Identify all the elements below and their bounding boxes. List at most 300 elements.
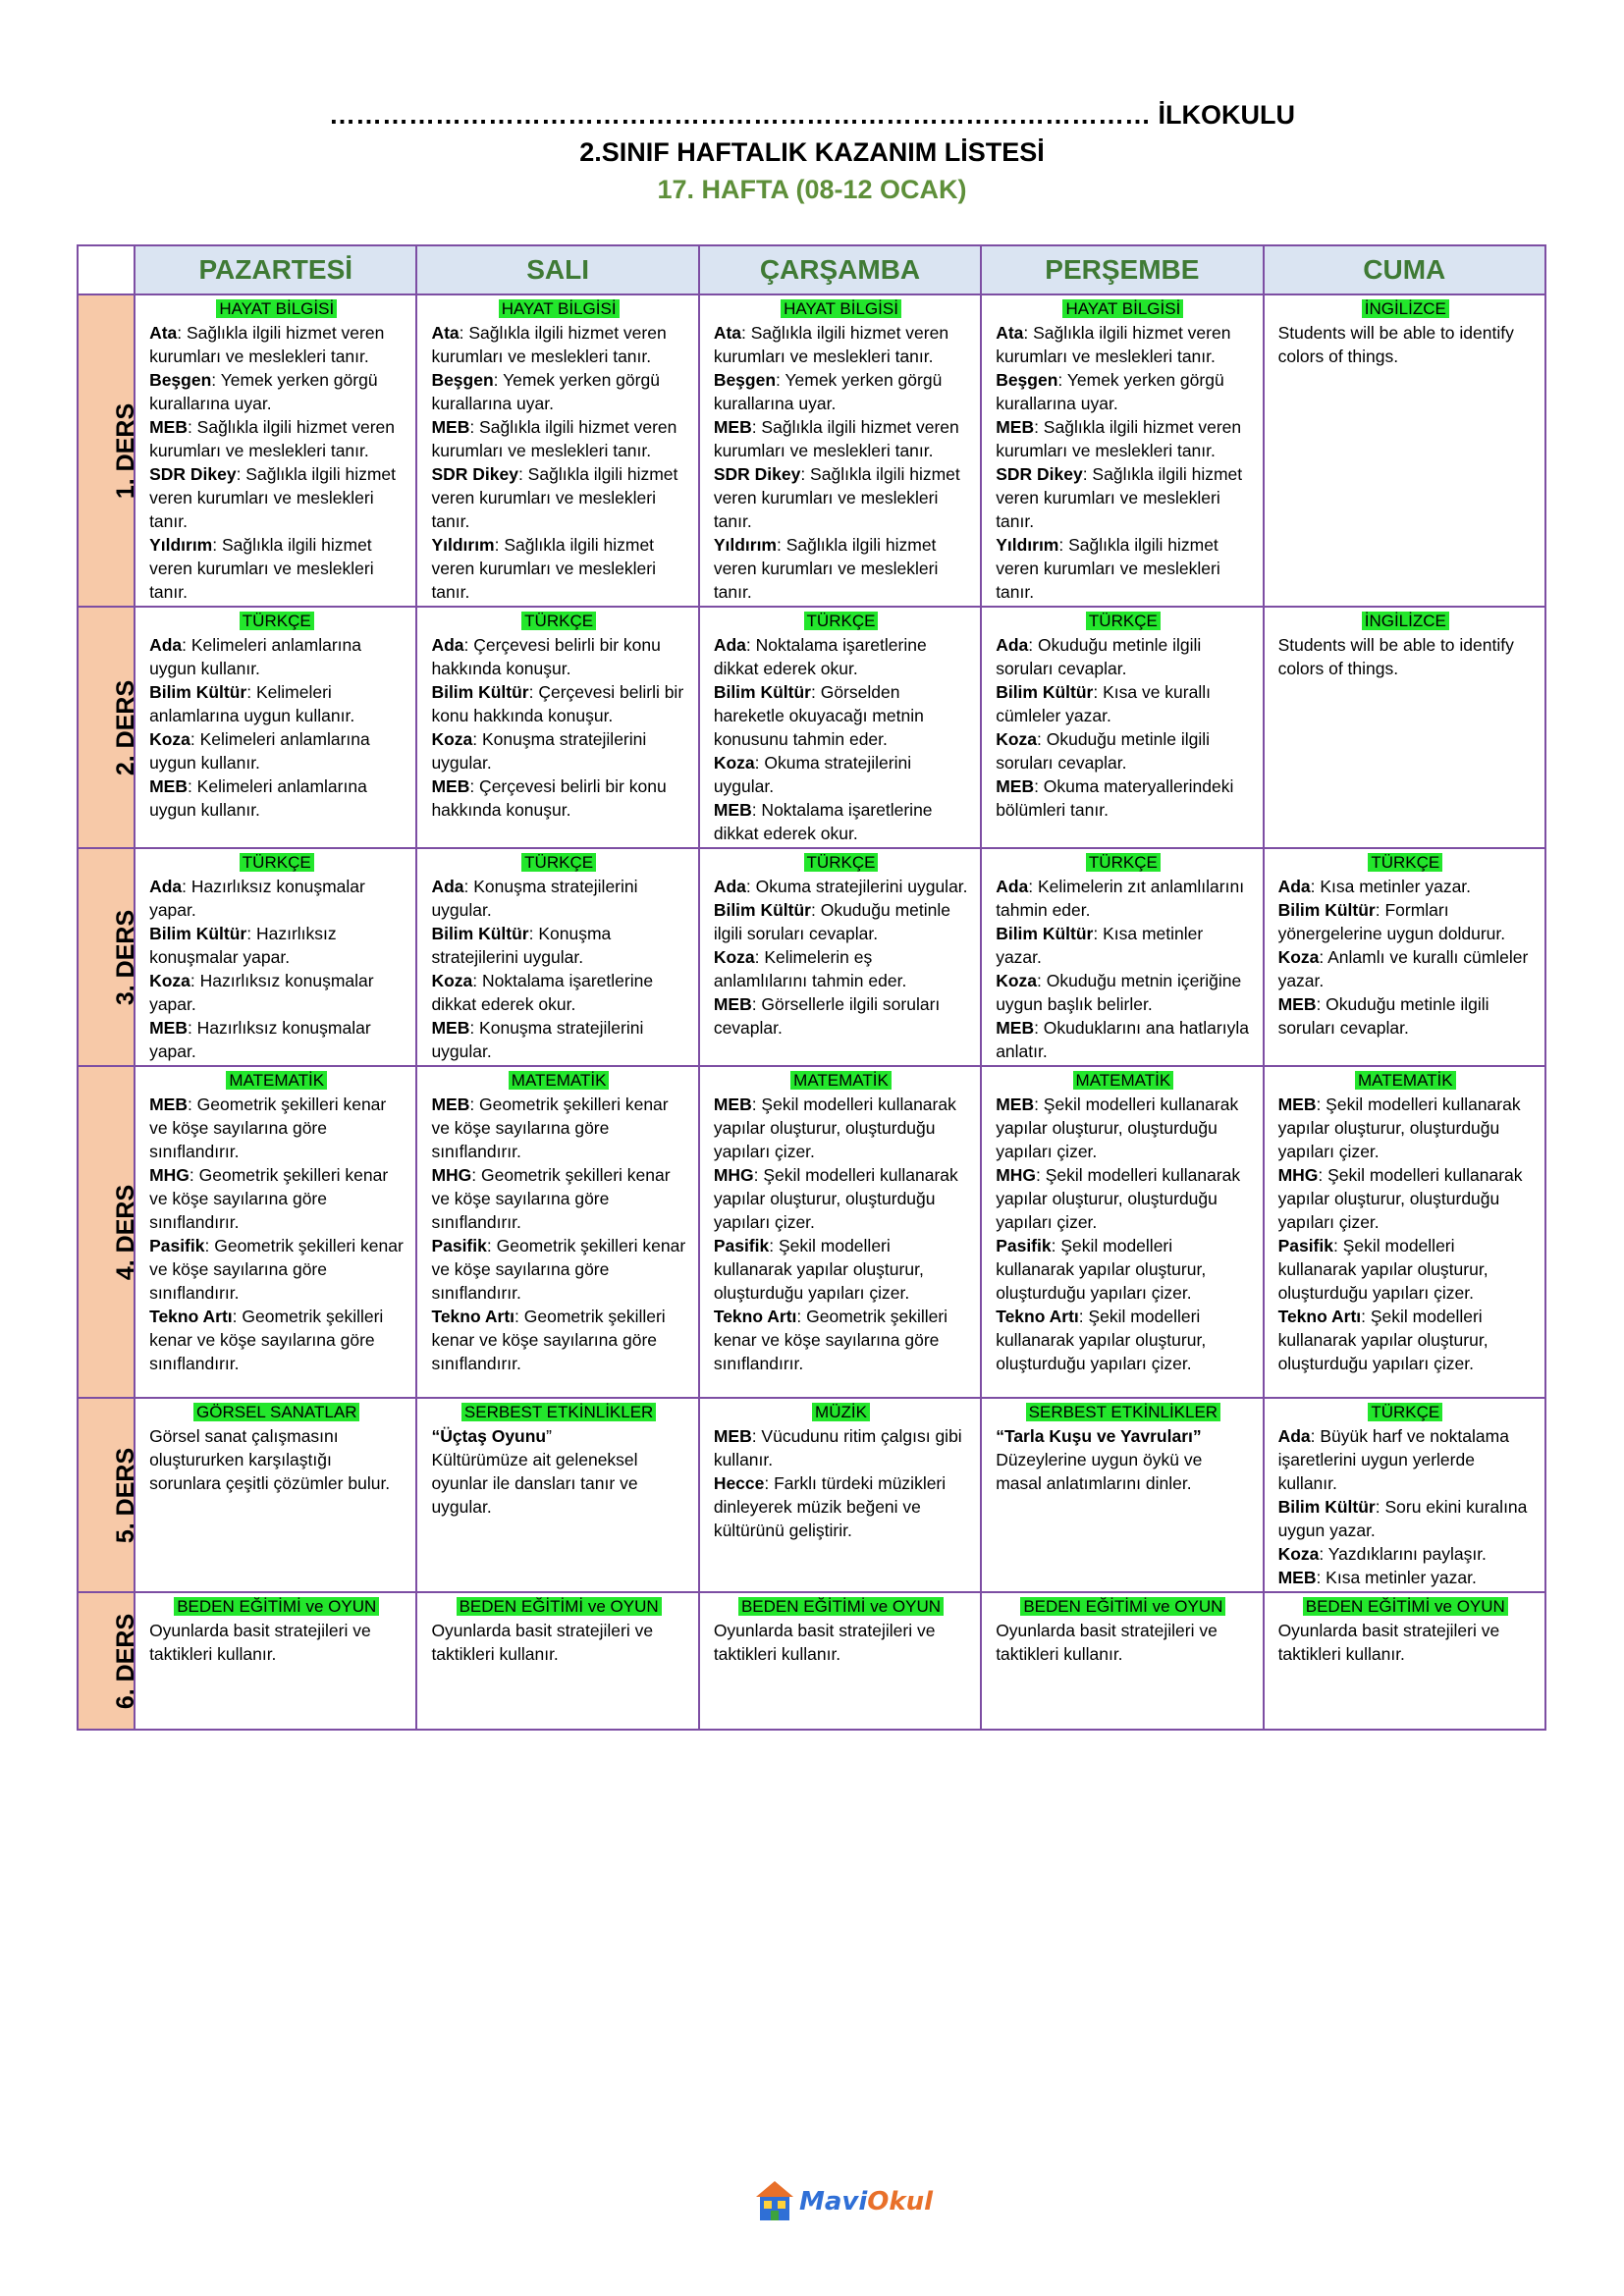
subject-badge: [714, 851, 968, 874]
publisher-name: MHG: [1277, 1165, 1319, 1185]
publisher-name: Yıldırım: [149, 535, 213, 555]
outcome-line: [431, 680, 685, 727]
publisher-name: Koza: [713, 947, 755, 967]
publisher-name: Ata: [149, 323, 178, 343]
subject-badge: [431, 1401, 685, 1423]
outcome-line: [996, 1163, 1250, 1234]
schedule-cell: [1264, 848, 1545, 1066]
outcome-line: [1278, 1542, 1533, 1566]
subject-badge: [996, 610, 1250, 632]
outcome-text: : Geometrik şekilleri kenar ve köşe sayılarına göre sınıflandırır.: [431, 1236, 686, 1303]
outcome-text: : Sağlıkla ilgili hizmet veren kurumları ve meslekleri tanır.: [431, 417, 677, 460]
publisher-name: Koza: [431, 971, 473, 990]
publisher-name: Ata: [431, 323, 460, 343]
outcome-line: [1278, 321, 1533, 368]
lesson-row: [78, 1066, 1545, 1398]
schedule-cell: [416, 1066, 698, 1398]
outcome-line: [431, 1424, 685, 1448]
outcome-line: [431, 1016, 685, 1063]
subject-label: GÖRSEL SANATLAR: [193, 1403, 359, 1421]
outcome-text: : Noktalama işaretlerine dikkat ederek okur.: [713, 800, 933, 843]
publisher-name: MHG: [713, 1165, 754, 1185]
outcome-line: [149, 633, 404, 680]
outcome-text: : Kelimeleri anlamlarına uygun kullanır.: [149, 776, 367, 820]
publisher-name: Ada: [996, 635, 1029, 655]
outcome-text: : Şekil modelleri kullanarak yapılar oluşturur, oluşturduğu yapıları çizer.: [713, 1236, 924, 1303]
publisher-name: Bilim Kültür: [1277, 1497, 1376, 1517]
publisher-name: Bilim Kültür: [149, 682, 247, 702]
lesson-label-cell: [78, 848, 140, 1066]
outcome-line: [996, 680, 1250, 727]
outcome-text: : Okuduğu metinle ilgili soruları cevaplar.: [996, 729, 1211, 773]
publisher-name: Pasifik: [1277, 1236, 1333, 1255]
outcome-text: : Okuma materyallerindeki bölümleri tanır.: [996, 776, 1234, 820]
outcome-text: : Geometrik şekilleri kenar ve köşe sayılarına göre sınıflandırır.: [149, 1236, 404, 1303]
outcome-text: : Okuduğu metinle ilgili soruları cevaplar.: [1277, 994, 1489, 1038]
subject-badge: [1278, 297, 1533, 320]
outcome-text: : Sağlıkla ilgili hizmet veren kurumları ve meslekleri tanır.: [431, 464, 678, 531]
publisher-name: Ada: [431, 635, 464, 655]
schedule-cell: [699, 1066, 981, 1398]
schedule-cell: [1264, 1398, 1545, 1592]
outcome-line: [1278, 1093, 1533, 1163]
publisher-name: Pasifik: [713, 1236, 770, 1255]
outcome-line: [149, 727, 404, 774]
outcome-line: [996, 1305, 1250, 1375]
footer-logo: [754, 2177, 933, 2226]
outcome-text: : Geometrik şekilleri kenar ve köşe sayılarına göre sınıflandırır.: [431, 1307, 666, 1373]
publisher-name: Bilim Kültür: [149, 924, 247, 943]
lesson-label-cell: [78, 1398, 140, 1592]
schedule-cell: [135, 294, 416, 607]
outcome-line: [431, 1163, 685, 1234]
subject-badge: [714, 297, 968, 320]
publisher-name: MEB: [713, 1095, 752, 1114]
outcome-line: [996, 774, 1250, 822]
publisher-name: SDR Dikey: [713, 464, 801, 484]
outcome-line: [431, 774, 685, 822]
lesson-label: 3. DERS: [112, 909, 140, 1005]
outcome-text: : Çerçevesi belirli bir konu hakkında konuşur.: [431, 776, 667, 820]
outcome-text: : Noktalama işaretlerine dikkat ederek okur.: [431, 971, 654, 1014]
outcome-text: : Hazırlıksız konuşmalar yapar.: [149, 971, 374, 1014]
outcome-text: Oyunlarda basit stratejileri ve taktikleri kullanır.: [713, 1621, 936, 1664]
outcome-line: [149, 969, 404, 1016]
subject-badge: [714, 1595, 968, 1618]
publisher-name: Bilim Kültür: [431, 924, 529, 943]
outcome-text: Düzeylerine uygun öykü ve masal anlatımlarını dinler.: [996, 1450, 1203, 1493]
outcome-text: : Okuma stratejilerini uygular.: [713, 753, 912, 796]
outcome-line: [714, 680, 968, 751]
publisher-name: Hecce: [713, 1473, 765, 1493]
outcome-line: [149, 774, 404, 822]
outcome-text: : Formları yönergelerine uygun doldurur.: [1277, 900, 1506, 943]
subject-label: BEDEN EĞİTİMİ ve OYUN: [174, 1597, 379, 1616]
outcome-line: [431, 415, 685, 462]
outcome-text: Görsel sanat çalışmasını oluştururken karşılaştığı sorunlara çeşitli çözümler bulur.: [149, 1426, 391, 1493]
house-icon: [754, 2179, 795, 2224]
subject-badge: [149, 1069, 404, 1092]
outcome-text: : Şekil modelleri kullanarak yapılar oluşturur, oluşturduğu yapıları çizer.: [713, 1095, 956, 1161]
publisher-name: “Tarla Kuşu ve Yavruları”: [996, 1426, 1202, 1446]
publisher-name: MHG: [996, 1165, 1037, 1185]
subject-badge: [431, 851, 685, 874]
schedule-cell: [1264, 294, 1545, 607]
publisher-name: Koza: [996, 729, 1037, 749]
subject-badge: [996, 851, 1250, 874]
publisher-name: Pasifik: [431, 1236, 487, 1255]
outcome-text: Kültürümüze ait geleneksel oyunlar ile dansları tanır ve uygular.: [431, 1450, 638, 1517]
publisher-name: MEB: [431, 776, 470, 796]
publisher-name: Ada: [431, 877, 464, 896]
publisher-name: MEB: [996, 1095, 1035, 1114]
weekly-schedule-table: [77, 244, 1546, 1731]
outcome-line: [149, 1093, 404, 1163]
publisher-name: Pasifik: [149, 1236, 205, 1255]
outcome-line: [996, 875, 1250, 922]
publisher-name: Yıldırım: [713, 535, 777, 555]
outcome-line: [1278, 1566, 1533, 1589]
publisher-name: MEB: [149, 776, 188, 796]
schedule-cell: [135, 1066, 416, 1398]
outcome-line: [149, 462, 404, 533]
outcome-line: [431, 969, 685, 1016]
outcome-line: [431, 1619, 685, 1666]
outcome-text: : Konuşma stratejilerini uygular.: [431, 877, 638, 920]
publisher-name: Tekno Artı: [996, 1307, 1079, 1326]
schedule-cell: [699, 294, 981, 607]
day-header-tuesday: SALI: [416, 245, 698, 294]
outcome-line: [1278, 1163, 1533, 1234]
publisher-name: MHG: [431, 1165, 472, 1185]
outcome-text: : Sağlıkla ilgili hizmet veren kurumları ve meslekleri tanır.: [713, 323, 949, 366]
outcome-text: : Şekil modelleri kullanarak yapılar oluşturur, oluşturduğu yapıları çizer.: [1277, 1236, 1489, 1303]
outcome-text: : Çerçevesi belirli bir konu hakkında konuşur.: [431, 682, 684, 725]
subject-label: HAYAT BİLGİSİ: [1062, 299, 1183, 318]
outcome-text: : Yemek yerken görgü kurallarına uyar.: [713, 370, 943, 413]
subject-label: SERBEST ETKİNLİKLER: [1026, 1403, 1220, 1421]
publisher-name: Pasifik: [996, 1236, 1052, 1255]
publisher-name: Ata: [996, 323, 1024, 343]
publisher-name: Tekno Artı: [713, 1307, 797, 1326]
publisher-name: Ada: [996, 877, 1029, 896]
subject-label: MATEMATİK: [790, 1071, 892, 1090]
subject-label: HAYAT BİLGİSİ: [499, 299, 620, 318]
publisher-name: Ata: [713, 323, 742, 343]
publisher-name: MEB: [149, 1018, 188, 1038]
outcome-text: Students will be able to identify colors of things.: [1277, 323, 1514, 366]
outcome-text: : Çerçevesi belirli bir konu hakkında konuşur.: [431, 635, 661, 678]
outcome-text: : Konuşma stratejilerini uygular.: [431, 924, 612, 967]
subject-label: TÜRKÇE: [1368, 853, 1442, 872]
outcome-line: [1278, 1495, 1533, 1542]
subject-label: TÜRKÇE: [1368, 1403, 1442, 1421]
outcome-text: : Farklı türdeki müzikleri dinleyerek müzik beğeni ve kültürünü geliştirir.: [713, 1473, 947, 1540]
outcome-text: : Geometrik şekilleri kenar ve köşe sayılarına göre sınıflandırır.: [149, 1165, 389, 1232]
page-title: 2.SINIF HAFTALIK KAZANIM LİSTESİ: [579, 137, 1045, 167]
subject-label: İNGİLİZCE: [1362, 612, 1449, 630]
subject-badge: [996, 1069, 1250, 1092]
outcome-line: [714, 321, 968, 368]
outcome-text: : Yazdıklarını paylaşır.: [1319, 1544, 1487, 1564]
schedule-cell: [699, 1398, 981, 1592]
subject-label: SERBEST ETKİNLİKLER: [461, 1403, 656, 1421]
lesson-label-cell: [78, 294, 140, 607]
outcome-text: : Şekil modelleri kullanarak yapılar oluşturur, oluşturduğu yapıları çizer.: [996, 1236, 1207, 1303]
schedule-cell: [1264, 1592, 1545, 1730]
lesson-label-cell: [78, 607, 140, 848]
publisher-name: Ada: [713, 635, 746, 655]
outcome-text: : Görselden hareketle okuyacağı metnin konusunu tahmin eder.: [713, 682, 924, 749]
publisher-name: MEB: [149, 417, 188, 437]
publisher-name: MEB: [149, 1095, 188, 1114]
subject-label: BEDEN EĞİTİMİ ve OYUN: [738, 1597, 944, 1616]
outcome-line: [1278, 1424, 1533, 1495]
publisher-name: Koza: [149, 729, 190, 749]
outcome-text: : Okuma stratejilerini uygular.: [745, 877, 968, 896]
outcome-line: [1278, 1234, 1533, 1305]
outcome-line: [1278, 1619, 1533, 1666]
outcome-line: [714, 415, 968, 462]
outcome-text: : Şekil modelleri kullanarak yapılar oluşturur, oluşturduğu yapıları çizer.: [996, 1095, 1239, 1161]
subject-label: BEDEN EĞİTİMİ ve OYUN: [457, 1597, 662, 1616]
outcome-line: [431, 1448, 685, 1519]
day-header-row: [78, 245, 1545, 294]
outcome-line: [996, 415, 1250, 462]
outcome-text: : Sağlıkla ilgili hizmet veren kurumları ve meslekleri tanır.: [996, 535, 1220, 602]
outcome-line: [714, 462, 968, 533]
publisher-name: MHG: [149, 1165, 189, 1185]
publisher-name: Tekno Artı: [149, 1307, 233, 1326]
lesson-row: [78, 294, 1545, 607]
publisher-name: Bilim Kültür: [1277, 900, 1376, 920]
outcome-text: : Kelimelerin eş anlamlılarını tahmin eder.: [713, 947, 907, 990]
publisher-name: MEB: [996, 417, 1035, 437]
outcome-text: : Kelimeleri anlamlarına uygun kullanır.: [149, 635, 361, 678]
outcome-line: [149, 1305, 404, 1375]
outcome-line: [431, 462, 685, 533]
schedule-cell: [981, 1592, 1263, 1730]
subject-label: TÜRKÇE: [1086, 853, 1161, 872]
subject-label: TÜRKÇE: [804, 853, 879, 872]
subject-label: TÜRKÇE: [1086, 612, 1161, 630]
lesson-row: [78, 848, 1545, 1066]
outcome-text: : Sağlıkla ilgili hizmet veren kurumları ve meslekleri tanır.: [431, 535, 656, 602]
outcome-text: : Sağlıkla ilgili hizmet veren kurumları ve meslekleri tanır.: [149, 323, 385, 366]
outcome-line: [431, 368, 685, 415]
outcome-line: [714, 798, 968, 845]
lesson-row: [78, 607, 1545, 848]
outcome-text: : Vücudunu ritim çalgısı gibi kullanır.: [713, 1426, 962, 1469]
outcome-line: [714, 1424, 968, 1471]
outcome-text: : Geometrik şekilleri kenar ve köşe sayılarına göre sınıflandırır.: [149, 1095, 387, 1161]
publisher-name: Ada: [149, 877, 183, 896]
outcome-line: [996, 969, 1250, 1016]
outcome-line: [149, 1163, 404, 1234]
schedule-cell: [699, 848, 981, 1066]
lesson-label: 5. DERS: [112, 1447, 140, 1543]
outcome-line: [714, 533, 968, 604]
publisher-name: Koza: [1277, 947, 1320, 967]
outcome-line: [149, 680, 404, 727]
outcome-text: : Kelimeleri anlamlarına uygun kullanır.: [149, 682, 355, 725]
outcome-line: [431, 1305, 685, 1375]
publisher-name: MEB: [713, 994, 752, 1014]
subject-label: BEDEN EĞİTİMİ ve OYUN: [1020, 1597, 1225, 1616]
publisher-name: Koza: [1277, 1544, 1320, 1564]
schedule-cell: [135, 1592, 416, 1730]
outcome-text: : Okuduklarını ana hatlarıyla anlatır.: [996, 1018, 1249, 1061]
outcome-line: [149, 415, 404, 462]
outcome-text: : Kelimeleri anlamlarına uygun kullanır.: [149, 729, 370, 773]
outcome-text: : Kısa metinler yazar.: [1316, 1568, 1477, 1587]
subject-label: BEDEN EĞİTİMİ ve OYUN: [1303, 1597, 1508, 1616]
outcome-line: [714, 992, 968, 1040]
subject-badge: [996, 1401, 1250, 1423]
outcome-text: : Kelimelerin zıt anlamlılarını tahmin eder.: [996, 877, 1245, 920]
publisher-name: “Üçtaş Oyunu: [431, 1426, 547, 1446]
schedule-cell: [416, 848, 698, 1066]
publisher-name: Koza: [149, 971, 190, 990]
week-label: 17. HAFTA (08-12 OCAK): [657, 175, 967, 204]
outcome-text: : Anlamlı ve kurallı cümleler yazar.: [1277, 947, 1529, 990]
schedule-cell: [981, 294, 1263, 607]
outcome-text: : Yemek yerken görgü kurallarına uyar.: [996, 370, 1224, 413]
publisher-name: Bilim Kültür: [996, 924, 1094, 943]
day-header-friday: CUMA: [1264, 245, 1545, 294]
outcome-line: [149, 1424, 404, 1495]
subject-badge: [1278, 1069, 1533, 1092]
lesson-row: [78, 1592, 1545, 1730]
outcome-text: : Konuşma stratejilerini uygular.: [431, 729, 647, 773]
publisher-name: MEB: [713, 417, 752, 437]
outcome-text: : Sağlıkla ilgili hizmet veren kurumları ve meslekleri tanır.: [996, 464, 1243, 531]
outcome-text: : Sağlıkla ilgili hizmet veren kurumları ve meslekleri tanır.: [713, 464, 960, 531]
publisher-name: Koza: [996, 971, 1037, 990]
subject-badge: [1278, 1595, 1533, 1618]
subject-badge: [1278, 851, 1533, 874]
schedule-cell: [416, 294, 698, 607]
outcome-line: [714, 1093, 968, 1163]
schedule-cell: [1264, 1066, 1545, 1398]
outcome-line: [149, 922, 404, 969]
outcome-line: [1278, 633, 1533, 680]
publisher-name: Bilim Kültür: [713, 682, 811, 702]
outcome-text: : Şekil modelleri kullanarak yapılar oluşturur, oluşturduğu yapıları çizer.: [1277, 1307, 1489, 1373]
schedule-cell: [135, 607, 416, 848]
outcome-text: : Soru ekini kuralına uygun yazar.: [1277, 1497, 1528, 1540]
lesson-row: [78, 1398, 1545, 1592]
publisher-name: MEB: [1277, 1568, 1317, 1587]
day-header-monday: PAZARTESİ: [135, 245, 416, 294]
outcome-line: [996, 727, 1250, 774]
subject-badge: [149, 1595, 404, 1618]
outcome-text: : Büyük harf ve noktalama işaretlerini uygun yerlerde kullanır.: [1277, 1426, 1509, 1493]
outcome-line: [714, 1471, 968, 1542]
schedule-cell: [416, 1398, 698, 1592]
subject-badge: [431, 1595, 685, 1618]
subject-label: MATEMATİK: [509, 1071, 610, 1090]
outcome-line: [431, 875, 685, 922]
outcome-text: : Okuduğu metnin içeriğine uygun başlık belirler.: [996, 971, 1242, 1014]
brand-name: [799, 2187, 933, 2216]
outcome-text: : Kısa metinler yazar.: [1310, 877, 1472, 896]
schedule-cell: [1264, 607, 1545, 848]
outcome-text: : Hazırlıksız konuşmalar yapar.: [149, 924, 337, 967]
subject-badge: [714, 1401, 968, 1423]
subject-label: HAYAT BİLGİSİ: [216, 299, 337, 318]
schedule-cell: [981, 848, 1263, 1066]
lesson-label-cell: [78, 1066, 140, 1398]
outcome-line: [996, 1448, 1250, 1495]
publisher-name: Ada: [713, 877, 746, 896]
publisher-name: Ada: [1277, 877, 1311, 896]
publisher-name: Bilim Kültür: [996, 682, 1094, 702]
outcome-line: [714, 1234, 968, 1305]
outcome-line: [996, 1424, 1250, 1448]
subject-label: TÜRKÇE: [240, 612, 314, 630]
brand-name-part1: Mavi: [799, 2187, 868, 2216]
subject-badge: [149, 610, 404, 632]
publisher-name: Tekno Artı: [431, 1307, 515, 1326]
publisher-name: Ada: [1277, 1426, 1311, 1446]
publisher-name: Bilim Kültür: [713, 900, 811, 920]
outcome-text: : Geometrik şekilleri kenar ve köşe sayılarına göre sınıflandırır.: [431, 1165, 671, 1232]
outcome-line: [431, 321, 685, 368]
subject-label: MATEMATİK: [226, 1071, 327, 1090]
brand-name-part2: Okul: [867, 2187, 934, 2216]
subject-badge: [149, 851, 404, 874]
outcome-line: [996, 922, 1250, 969]
outcome-text: : Sağlıkla ilgili hizmet veren kurumları ve meslekleri tanır.: [149, 464, 396, 531]
subject-badge: [431, 1069, 685, 1092]
publisher-name: SDR Dikey: [431, 464, 518, 484]
subject-label: MATEMATİK: [1073, 1071, 1174, 1090]
outcome-text: ”: [546, 1426, 552, 1446]
outcome-text: : Sağlıkla ilgili hizmet veren kurumları ve meslekleri tanır.: [713, 417, 959, 460]
outcome-text: : Konuşma stratejilerini uygular.: [431, 1018, 644, 1061]
subject-badge: [996, 1595, 1250, 1618]
publisher-name: Yıldırım: [431, 535, 495, 555]
outcome-line: [1278, 875, 1533, 898]
outcome-text: : Okuduğu metinle ilgili soruları cevaplar.: [996, 635, 1202, 678]
publisher-name: MEB: [431, 1095, 470, 1114]
outcome-text: : Şekil modelleri kullanarak yapılar oluşturur, oluşturduğu yapıları çizer.: [713, 1165, 958, 1232]
lesson-label: 4. DERS: [112, 1184, 140, 1280]
outcome-line: [996, 633, 1250, 680]
outcome-text: : Noktalama işaretlerine dikkat ederek okur.: [713, 635, 927, 678]
publisher-name: Beşgen: [996, 370, 1058, 390]
outcome-line: [149, 1234, 404, 1305]
publisher-name: MEB: [713, 800, 752, 820]
corner-cell: [78, 245, 135, 294]
publisher-name: MEB: [1277, 994, 1317, 1014]
outcome-line: [996, 1234, 1250, 1305]
subject-label: MATEMATİK: [1355, 1071, 1456, 1090]
outcome-line: [996, 1619, 1250, 1666]
schedule-cell: [416, 1592, 698, 1730]
outcome-text: : Şekil modelleri kullanarak yapılar oluşturur, oluşturduğu yapıları çizer.: [996, 1165, 1241, 1232]
outcome-text: : Okuduğu metinle ilgili soruları cevaplar.: [713, 900, 951, 943]
outcome-text: Students will be able to identify colors of things.: [1277, 635, 1514, 678]
schedule-cell: [699, 607, 981, 848]
subject-badge: [1278, 1401, 1533, 1423]
outcome-line: [996, 1093, 1250, 1163]
outcome-line: [996, 462, 1250, 533]
outcome-text: : Kısa ve kurallı cümleler yazar.: [996, 682, 1211, 725]
outcome-text: Oyunlarda basit stratejileri ve taktikleri kullanır.: [996, 1621, 1218, 1664]
subject-label: İNGİLİZCE: [1362, 299, 1449, 318]
